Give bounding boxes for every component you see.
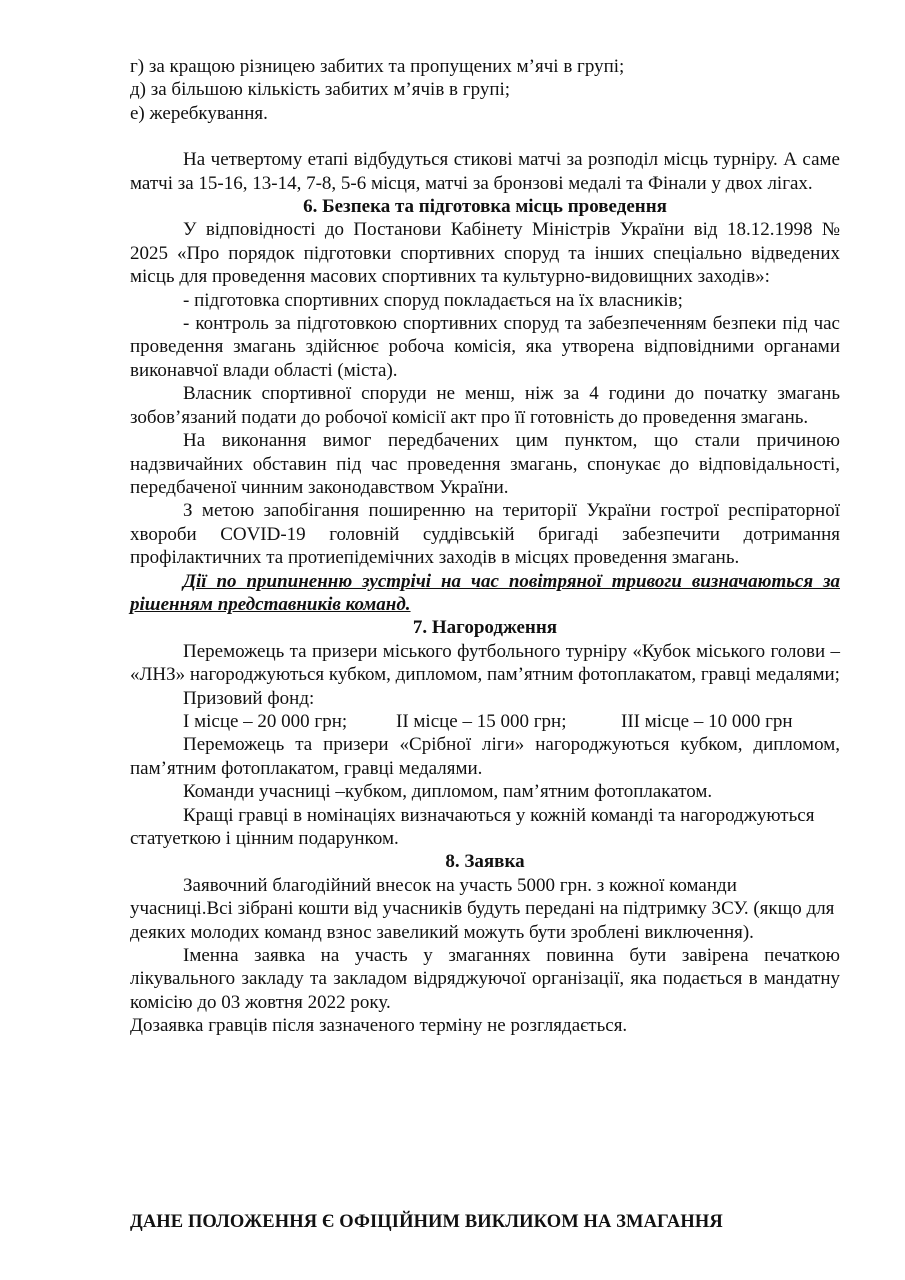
prize-list (130, 710, 840, 733)
section7-paragraph-2: Переможець та призери «Срібної ліги» нагороджуються кубком, дипломом, пам’ятним фотоплакатом, гравці медалями. (130, 734, 840, 779)
list-item-d: д) за більшою кількість забитих м’ячів в групі; (130, 79, 511, 101)
section6-title: 6. Безпека та підготовка місць проведення (303, 196, 667, 218)
section6-paragraph-2: Власник спортивної споруди не менш, ніж за 4 години до початку змагань зобов’язаний подати до робочої комісії акт про її готовність до проведення змагань. (130, 383, 840, 428)
section6-bullet-2: - контроль за підготовкою спортивних споруд та забезпеченням безпеки під час проведення змагань здійснює робоча комісія, яка утворена відповідними органами виконавчої влади області (міста). (130, 313, 840, 381)
section6-bullet-1: - підготовка спортивних споруд покладається на їх власників; (183, 289, 683, 311)
section6-paragraph-4: З метою запобігання поширенню на території України гострої респіраторної хвороби COVID-19 головній суддівській бригаді забезпечити дотримання профілактичних та протиепідемічних заходів в місцях проведення змагань. (130, 500, 840, 569)
section6-paragraph-3: На виконання вимог передбачених цим пунктом, що стали причиною надзвичайних обставин під час проведення змагань, спонукає до відповідальності, передбаченої чинним законодавством України. (130, 430, 840, 498)
air-raid-alert-notice: Дії по припиненню зустрічі на час повітряної тривоги визначаються за рішенням представників команд. (130, 570, 840, 615)
stage4-paragraph: На четвертому етапі відбудуться стикові матчі за розподіл місць турніру. А саме матчі за 15-16, 13-14, 7-8, 5-6 місця, матчі за бронзові медалі та Фінали у двох лігах. (130, 149, 840, 194)
section7-paragraph-1: Переможець та призери міського футбольного турніру «Кубок міського голови – «ЛНЗ» нагороджуються кубком, дипломом, пам’ятним фотоплакатом, гравці медалями; (130, 640, 840, 686)
list-item-e: е) жеребкування. (130, 102, 268, 124)
prize-first: І місце – 20 000 грн; (183, 710, 348, 732)
section7-paragraph-4: Кращі гравці в номінаціях визначаються у кожній команді та нагороджуються статуеткою і цінним подарунком. (130, 804, 815, 849)
section8-paragraph-2: Іменна заявка на участь у змаганнях повинна бути завірена печаткою лікувального закладу та закладом відряджуючої організації, яка подається в мандатну комісію до 03 жовтня 2022 року. (130, 945, 840, 1013)
prize-third: ІІІ місце – 10 000 грн (621, 710, 793, 732)
prize-second: ІІ місце – 15 000 грн; (396, 710, 567, 732)
section7-title: 7. Нагородження (412, 617, 558, 639)
official-call-footer: ДАНЕ ПОЛОЖЕННЯ Є ОФІЦІЙНИМ ВИКЛИКОМ НА ЗМАГАННЯ (130, 1212, 723, 1232)
section7-paragraph-3: Команди учасниці –кубком, дипломом, пам’ятним фотоплакатом. (183, 781, 713, 803)
section8-title: 8. Заявка (445, 851, 525, 873)
list-item-g: г) за кращою різницею забитих та пропущених м’ячі в групі; (130, 56, 625, 77)
section8-paragraph-3: Дозаявка гравців після зазначеного терміну не розглядається. (130, 1015, 628, 1037)
section6-paragraph-1: У відповідності до Постанови Кабінету Міністрів України від 18.12.1998 № 2025 «Про порядок підготовки спортивних споруд та інших спеціально відведених місць для проведення масових спортивних та культурно-видовищних заходів»: (130, 219, 840, 288)
prize-fund-label: Призовий фонд: (183, 687, 315, 709)
document-body (130, 55, 840, 1038)
section8-paragraph-1: Заявочний благодійний внесок на участь 5000 грн. з кожної команди учасниці.Всі зібрані кошти від учасників будуть передані на підтримку ЗСУ. (якщо для деяких молодих команд взнос завеликий можуть бути зроблені виключення). (130, 874, 835, 943)
spacer (130, 125, 840, 148)
